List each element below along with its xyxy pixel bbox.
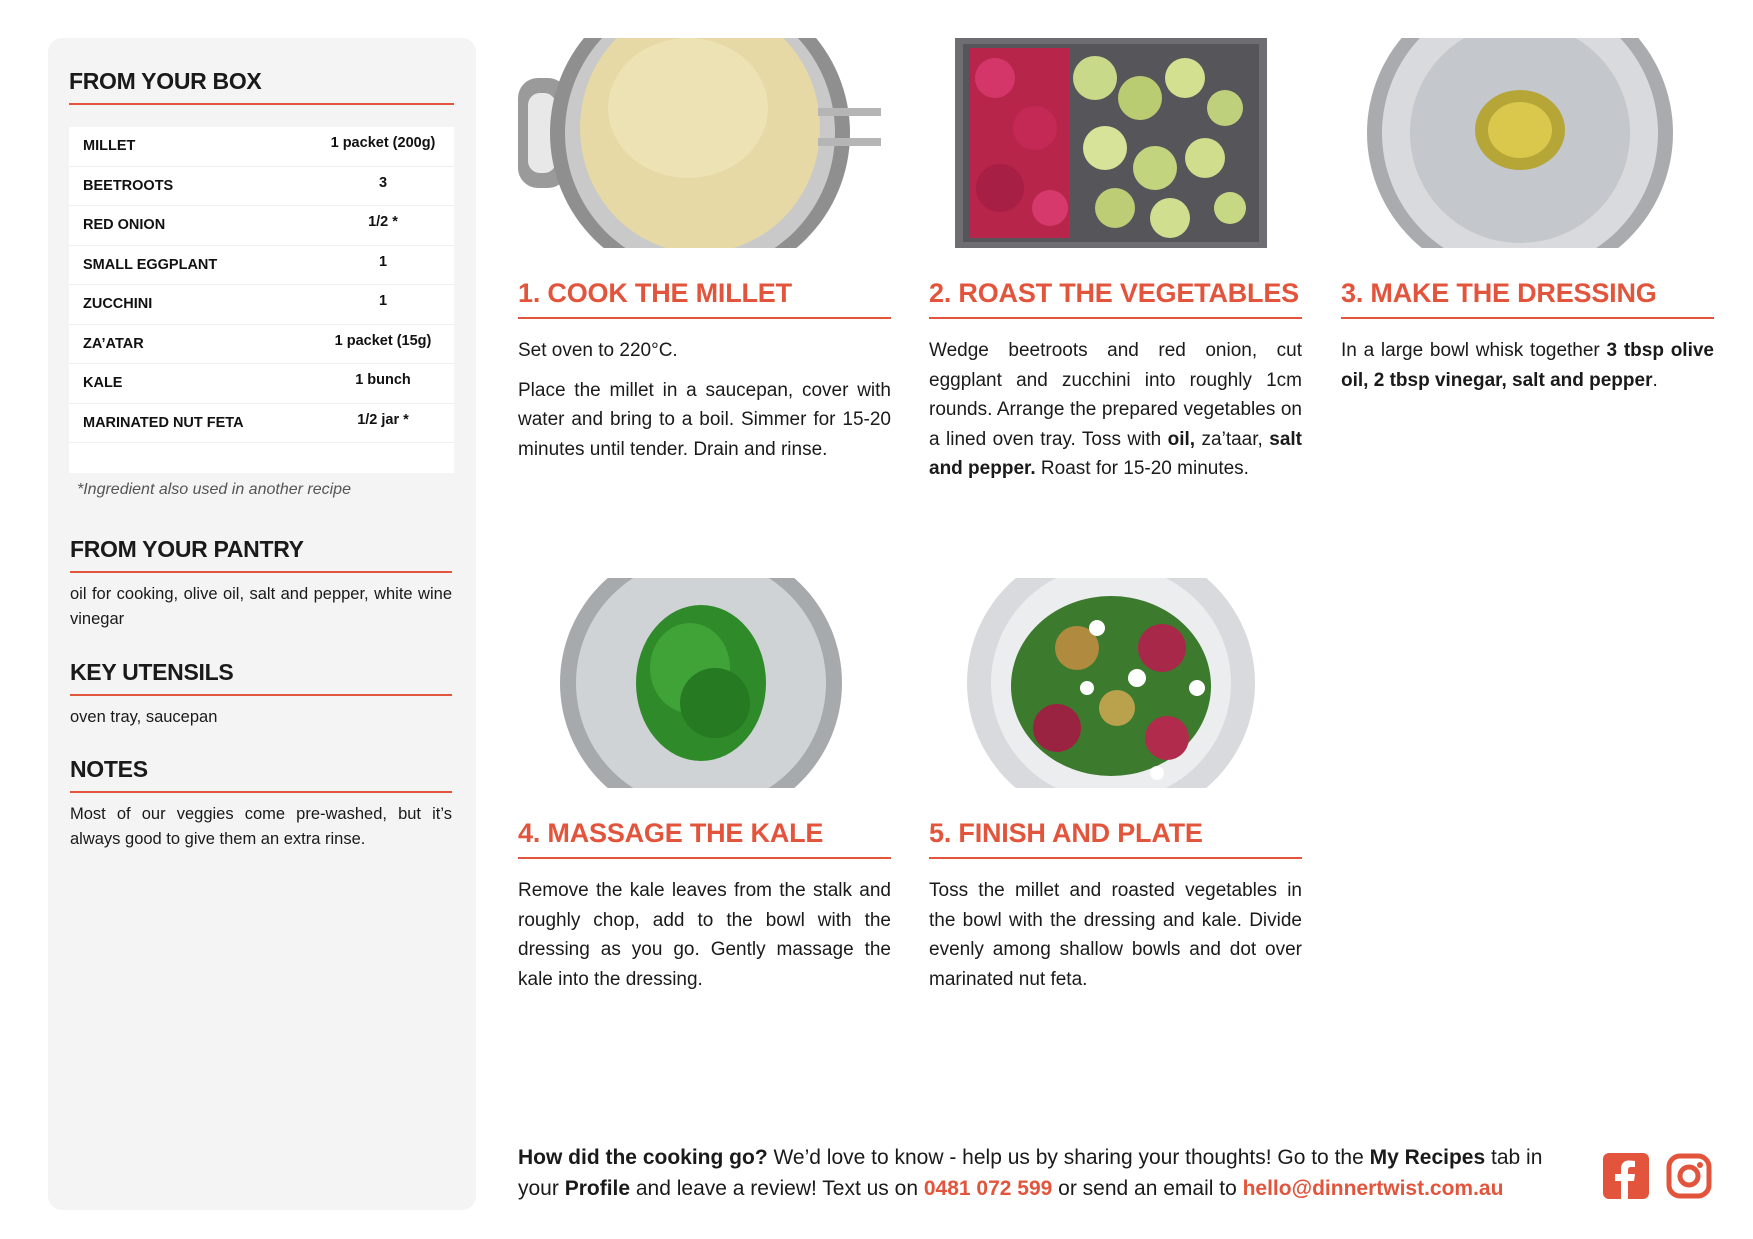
- ingredients-panel: [48, 38, 476, 1210]
- table-row: [69, 404, 454, 444]
- footnote: *Ingredient also used in another recipe: [77, 481, 351, 498]
- step-5-body: [929, 876, 1302, 1004]
- step-2-bold-1: oil,: [1167, 428, 1196, 450]
- from-box-title: FROM YOUR BOX: [69, 68, 454, 105]
- ingredient-name: ZUCCHINI: [83, 296, 153, 313]
- footer-text-1: We’d love to know - help us by sharing your thoughts! Go to the: [767, 1146, 1370, 1169]
- ingredient-name: SMALL EGGPLANT: [83, 256, 218, 273]
- ingredient-name: MILLET: [83, 138, 136, 155]
- table-row: [69, 206, 454, 246]
- step-4-text-1: Remove the kale leaves from the stalk and roughly chop, add to the bowl with the dressing as you go. Gently massage the kale into the dressing.: [518, 880, 891, 990]
- footer-text-2: tab in your: [518, 1146, 1543, 1200]
- step-1-text-2: Place the millet in a saucepan, cover with water and bring to a boil. Simmer for 15-20 minutes until tender. Drain and rinse.: [518, 379, 891, 460]
- ingredient-qty: 1 packet (200g): [330, 135, 436, 152]
- ingredient-name: RED ONION: [83, 217, 166, 234]
- ingredients-table: [69, 127, 454, 473]
- footer-text-4: or send an email to: [1052, 1177, 1243, 1200]
- ingredient-name: KALE: [83, 375, 123, 392]
- step-4-body: [518, 876, 891, 1004]
- table-row: [69, 325, 454, 365]
- footer-text-3: and leave a review! Text us on: [630, 1177, 924, 1200]
- feedback-footer: [518, 1142, 1578, 1204]
- pantry-text: oil for cooking, olive oil, salt and pepper, white wine vinegar: [70, 585, 452, 628]
- instagram-icon[interactable]: [1666, 1153, 1712, 1199]
- step-3-bold-1: 3 tbsp olive oil, 2 tbsp vinegar, salt and pepper: [1341, 340, 1715, 391]
- table-row: [69, 364, 454, 404]
- kale-bowl-photo: [560, 578, 842, 788]
- step-1-body: [518, 336, 891, 474]
- my-recipes-label: My Recipes: [1369, 1146, 1486, 1169]
- utensils-text: oven tray, saucepan: [70, 708, 218, 726]
- dressing-bowl-photo: [1367, 38, 1673, 248]
- step-1-title: 1. COOK THE MILLET: [518, 278, 891, 319]
- step-4-title: 4. MASSAGE THE KALE: [518, 818, 891, 859]
- ingredient-qty: 1 packet (15g): [334, 332, 432, 349]
- notes-title: NOTES: [70, 756, 452, 793]
- ingredient-qty: 1/2 *: [368, 214, 398, 231]
- table-row: [69, 285, 454, 325]
- ingredient-qty: 1: [378, 253, 388, 270]
- facebook-icon[interactable]: [1603, 1153, 1649, 1199]
- step-2-body: [929, 336, 1302, 484]
- table-row: [69, 246, 454, 286]
- step-2-bold-2: salt and pepper.: [929, 428, 1302, 479]
- step-5-title: 5. FINISH AND PLATE: [929, 818, 1302, 859]
- step-3-title: 3. MAKE THE DRESSING: [1341, 278, 1714, 319]
- ingredient-name: BEETROOTS: [83, 177, 174, 194]
- step-2-title: 2. ROAST THE VEGETABLES: [929, 278, 1302, 319]
- email-link[interactable]: hello@dinnertwist.com.au: [1242, 1177, 1504, 1200]
- phone-link[interactable]: 0481 072 599: [923, 1177, 1053, 1200]
- step-2-text-1: Wedge beetroots and red onion, cut eggplant and zucchini into roughly 1cm rounds. Arrange the prepared vegetables on a lined oven tray. Toss with: [929, 340, 1302, 450]
- step-3-text-2: .: [1652, 369, 1658, 391]
- step-3-text-1: In a large bowl whisk together: [1341, 340, 1607, 361]
- table-row: [69, 167, 454, 207]
- step-2-text-3: Roast for 15-20 minutes.: [1035, 458, 1249, 479]
- table-row: [69, 127, 454, 167]
- roasting-tray-photo: [955, 38, 1267, 248]
- step-2-text-2: za’taar,: [1195, 428, 1270, 450]
- plated-salad-photo: [967, 578, 1255, 788]
- utensils-title: KEY UTENSILS: [70, 659, 452, 696]
- ingredient-qty: 1: [378, 293, 388, 310]
- ingredient-qty: 1/2 jar *: [357, 411, 409, 428]
- step-5-text-1: Toss the millet and roasted vegetables in the bowl with the dressing and kale. Divide evenly among shallow bowls and dot over marinated nut feta.: [929, 880, 1302, 990]
- notes-text: Most of our veggies come pre-washed, but it’s always good to give them an extra rinse.: [70, 805, 452, 848]
- profile-label: Profile: [564, 1177, 631, 1200]
- ingredient-qty: 3: [378, 174, 388, 191]
- step-3-body: [1341, 336, 1714, 395]
- feedback-question: How did the cooking go?: [518, 1146, 768, 1169]
- ingredient-qty: 1 bunch: [355, 372, 411, 389]
- millet-pot-photo: [518, 38, 881, 248]
- ingredient-name: MARINATED NUT FETA: [83, 414, 244, 431]
- pantry-title: FROM YOUR PANTRY: [70, 536, 452, 573]
- step-1-text-1: Set oven to 220°C.: [518, 340, 678, 361]
- ingredient-name: ZA’ATAR: [83, 335, 144, 352]
